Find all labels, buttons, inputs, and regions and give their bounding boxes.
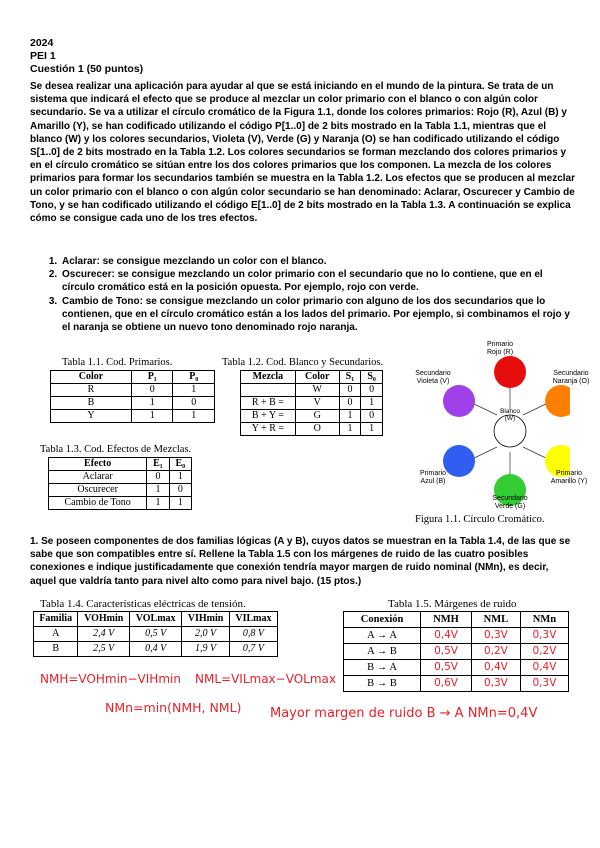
table-cell: Y: [51, 410, 132, 423]
table-row: [241, 423, 383, 436]
label-blue: Primario Azul (B): [419, 470, 447, 485]
table-row: [34, 627, 278, 642]
question-1-text: 1. Se poseen componentes de dos familias lógicas (A y B), cuyos datos se muestran en la Tabla 1.4, de las que se sabe que son compatibles entre sí. Rellene la Tabla 1.5 con los márgenes de ruido de las cuatro posibles conexiones e indique justificadamente que conexión tendría mayor margen de ruido nominal (NMn), es decir, aquel que valdría tanto para nivel alto como para nivel bajo. (15 ptos.): [30, 536, 571, 587]
column-header: Efecto: [49, 458, 147, 471]
table-cell: 0,5V: [421, 644, 472, 660]
table-row: [51, 410, 215, 423]
table-row: [344, 644, 569, 660]
table-cell: 0,4V: [520, 660, 568, 676]
label-orange: Secundario Naranja (O): [552, 370, 590, 385]
label-white: Blanco (W): [500, 408, 520, 422]
question-title: Cuestión 1 (50 puntos): [30, 63, 144, 75]
table-row: [344, 660, 569, 676]
table-cell: 0,4V: [421, 628, 472, 644]
table-row: [49, 497, 192, 510]
table-cell: Cambio de Tono: [49, 497, 147, 510]
table-1-1: [50, 370, 215, 423]
table-cell: 1: [173, 410, 215, 423]
table-cell: 2,0 V: [182, 627, 230, 642]
course: PEI 1: [30, 50, 56, 62]
column-header: NMH: [421, 612, 472, 628]
violet-circle: [443, 385, 475, 417]
column-header: Color: [295, 371, 339, 384]
table-cell: 1: [147, 497, 169, 510]
table15-caption: Tabla 1.5. Márgenes de ruido: [388, 598, 517, 610]
nmh-formula: NMH=VOHmin−VIHmin: [40, 672, 181, 686]
table-cell: 0,3V: [471, 628, 520, 644]
table-cell: 1: [132, 397, 173, 410]
table-cell: 0: [173, 397, 215, 410]
table-cell: W: [295, 384, 339, 397]
table-row: [344, 676, 569, 692]
table-row: [51, 384, 215, 397]
header-row: [51, 371, 215, 384]
table-1-3: [48, 457, 192, 510]
column-header: VOHmin: [78, 612, 130, 627]
column-header: Familia: [34, 612, 78, 627]
table-cell: 0: [147, 471, 169, 484]
table-cell: [241, 384, 296, 397]
column-header: NML: [471, 612, 520, 628]
table-cell: V: [295, 397, 339, 410]
table-cell: 0,3V: [471, 676, 520, 692]
table-cell: 1: [361, 397, 383, 410]
label-violet: Secundario Violeta (V): [415, 370, 451, 385]
table-row: [51, 397, 215, 410]
answer-note: Mayor margen de ruido B → A NMn=0,4V: [270, 706, 538, 721]
table-cell: 1: [132, 410, 173, 423]
table-cell: 0,8 V: [229, 627, 277, 642]
table-cell: 0,4V: [471, 660, 520, 676]
table-cell: 0: [169, 484, 191, 497]
column-header: P₁: [132, 371, 173, 384]
table-cell: A → A: [344, 628, 421, 644]
table-cell: 1: [339, 423, 361, 436]
nmn-formula: NMn=min(NMH, NML): [105, 700, 242, 715]
table-cell: 0: [132, 384, 173, 397]
table-cell: 0,3V: [520, 676, 568, 692]
table-cell: B: [34, 642, 78, 657]
figure-caption: Figura 1.1. Círculo Cromático.: [415, 514, 545, 525]
table13-caption: Tabla 1.3. Cod. Efectos de Mezclas.: [40, 444, 192, 455]
table-row: [34, 642, 278, 657]
table-cell: A: [34, 627, 78, 642]
table-row: [241, 397, 383, 410]
orange-circle: [545, 385, 570, 417]
table-cell: A → B: [344, 644, 421, 660]
label-green: Secundario Verde (G): [492, 495, 528, 510]
intro-paragraph: Se desea realizar una aplicación para ayudar al que se está iniciando en el mundo de la pintura. Se trata de un sistema que indicará el efecto que se produce al mezclar un color primario con el blanco o con algún color secundario. Se va a utilizar el círculo cromático de la Figura 1.1, donde los colores primarios: Rojo (R), Azul (B) y Amarillo (Y), se han codificado utilizando el código P[1..0] de 2 bits mostrado en la Tabla 1.1, mientras que el blanco (W) y los colores secundarios, Violeta (V), Verde (G) y Naranja (O) se han codificado utilizando el código S[1..0] de 2 bits mostrado en la Tabla 1.2. Los colores secundarios se forman mezclando dos colores primarios y en el círculo cromático se sitúan entre los dos colores primarios que los componen. La mezcla de los colores primarios para formar los secundarios también se muestra en la Tabla 1.2. Los efectos que se producen al mezclar un color primario con el blanco o con algún color secundario se han denominado: Aclarar, Oscurecer y Cambio de Tono, y se han codificado utilizando el código E[1..0] de 2 bits mostrado en la Tabla 1.3. A continuación se explica cómo se consigue cada uno de los tres efectos.: [30, 81, 576, 225]
table-cell: O: [295, 423, 339, 436]
table-cell: 0,5V: [421, 660, 472, 676]
effect-item: 3. Cambio de Tono: se consigue mezclando un color primario con alguno de los dos secundarios que lo contienen, que en el círculo cromático están a los lados del primario. Por ejemplo, si combinamos el rojo y el naranja se obtiene un nuevo tono denominado rojo naranja.: [60, 295, 575, 335]
table-cell: Aclarar: [49, 471, 147, 484]
table11-caption: Tabla 1.1. Cod. Primarios.: [62, 357, 173, 368]
column-header: Color: [51, 371, 132, 384]
table-1-5: [343, 611, 569, 692]
table-cell: 0: [361, 410, 383, 423]
table-cell: G: [295, 410, 339, 423]
table12-caption: Tabla 1.2. Cod. Blanco y Secundarios.: [222, 357, 384, 368]
table-cell: 1: [169, 497, 191, 510]
table14-caption: Tabla 1.4. Características eléctricas de tensión.: [40, 598, 246, 610]
column-header: NMn: [520, 612, 568, 628]
table-cell: Oscurecer: [49, 484, 147, 497]
table-cell: B + Y =: [241, 410, 296, 423]
table-cell: 1,9 V: [182, 642, 230, 657]
header-row: [49, 458, 192, 471]
table-cell: 2,4 V: [78, 627, 130, 642]
header-row: [34, 612, 278, 627]
column-header: VILmax: [229, 612, 277, 627]
table-cell: 1: [173, 384, 215, 397]
column-header: E₁: [147, 458, 169, 471]
column-header: S₁: [339, 371, 361, 384]
table-cell: B: [51, 397, 132, 410]
table-row: [49, 484, 192, 497]
year: 2024: [30, 37, 54, 49]
table-cell: B → A: [344, 660, 421, 676]
header-row: [241, 371, 383, 384]
table-cell: 1: [361, 423, 383, 436]
table-cell: Y + R =: [241, 423, 296, 436]
table-cell: 0: [339, 384, 361, 397]
effect-item: 2. Oscurecer: se consigue mezclando un color primario con el secundario que no lo contiene, que en el círculo cromático está en la posición opuesta. Por ejemplo, rojo con verde.: [60, 268, 575, 294]
column-header: Conexión: [344, 612, 421, 628]
table-row: [241, 384, 383, 397]
table-cell: 1: [147, 484, 169, 497]
table-cell: 1: [339, 410, 361, 423]
table-cell: 2,5 V: [78, 642, 130, 657]
table-1-2: [240, 370, 383, 436]
header-row: [344, 612, 569, 628]
label-yellow: Primario Amarillo (Y): [550, 470, 588, 485]
table-cell: 0,2V: [520, 644, 568, 660]
color-wheel-figure: [410, 340, 570, 520]
table-cell: 0,2V: [471, 644, 520, 660]
red-circle: [494, 356, 526, 388]
label-red: Primario Rojo (R): [486, 341, 514, 356]
column-header: P₀: [173, 371, 215, 384]
column-header: Mezcla: [241, 371, 296, 384]
table-1-4: [33, 611, 278, 657]
column-header: S₀: [361, 371, 383, 384]
column-header: VOLmax: [130, 612, 182, 627]
table-cell: 1: [169, 471, 191, 484]
table-cell: 0: [339, 397, 361, 410]
column-header: E₀: [169, 458, 191, 471]
column-header: VIHmin: [182, 612, 230, 627]
table-cell: 0,5 V: [130, 627, 182, 642]
effects-list: [42, 255, 575, 334]
table-cell: 0,7 V: [229, 642, 277, 657]
table-row: [344, 628, 569, 644]
nml-formula: NML=VILmax−VOLmax: [195, 672, 336, 686]
table-cell: R + B =: [241, 397, 296, 410]
table-cell: 0,4 V: [130, 642, 182, 657]
table-cell: 0,6V: [421, 676, 472, 692]
table-row: [241, 410, 383, 423]
table-cell: R: [51, 384, 132, 397]
table-row: [49, 471, 192, 484]
table-cell: B → B: [344, 676, 421, 692]
table-cell: 0,3V: [520, 628, 568, 644]
effect-item: 1. Aclarar: se consigue mezclando un color con el blanco.: [60, 255, 575, 268]
table-cell: 0: [361, 384, 383, 397]
